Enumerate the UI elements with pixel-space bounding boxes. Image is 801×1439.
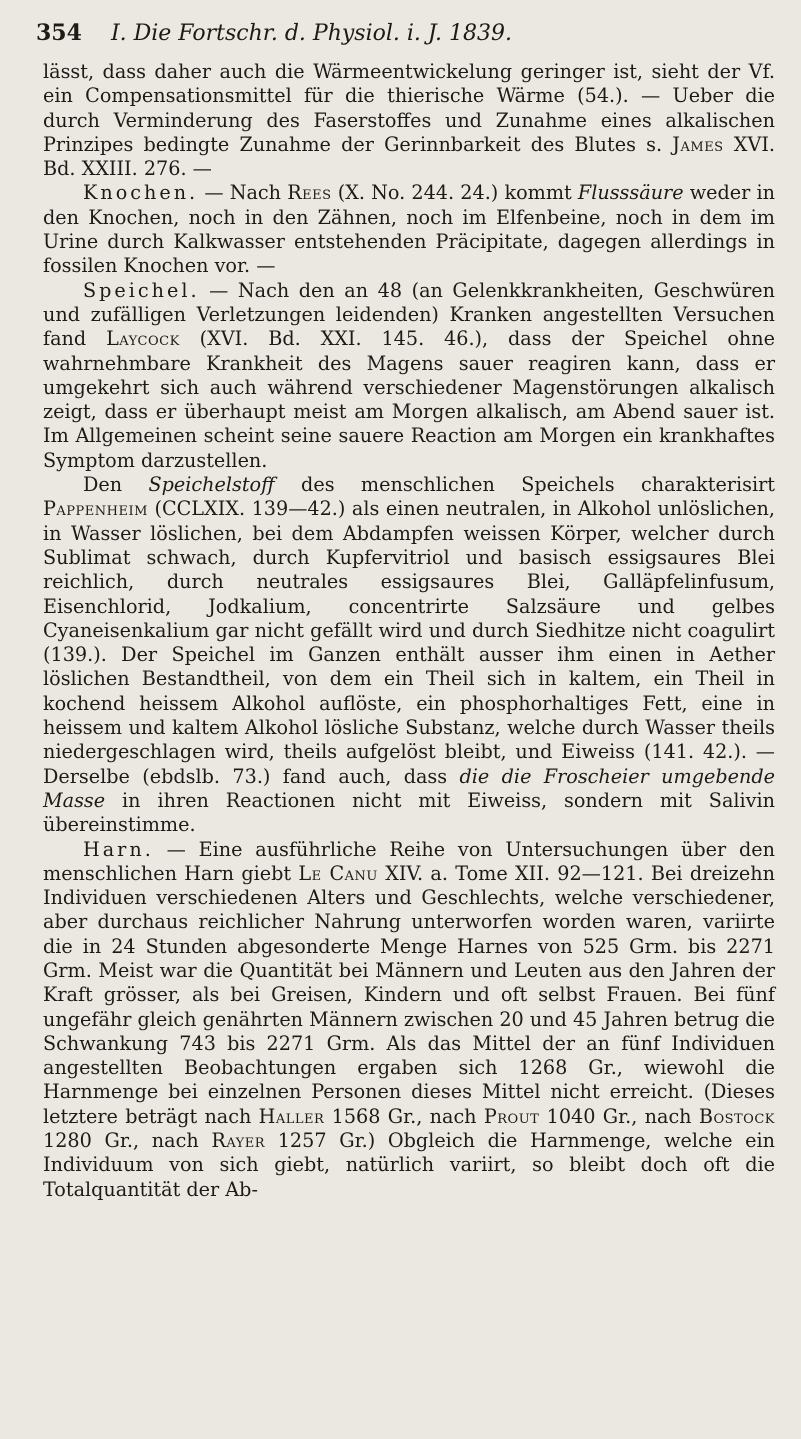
text-run: in ihren Reactionen nicht mit Eiweiss, sondern mit Salivin übereinstimme. [43,788,775,837]
text-run: 1257 Gr.) Obgleich die Harnmenge, welche ein Individuum von sich giebt, natürlich variirt, so bleibt doch oft die Totalquantität der Ab- [43,1129,775,1201]
paragraph-p2 [43,279,775,473]
text-run: — Eine ausführliche Reihe von Untersuchungen über den menschlichen Harn giebt [43,837,775,885]
text-run: (XVI. Bd. XXI. 145. 46.), dass der Speichel ohne wahrnehmbare Krankheit des Magens sauer reagiren kann, dass er umgekehrt sich auch während verschiedener Magenstörungen alkalisch zeigt, dass er überhaupt meist am Morgen alkalisch, am Abend sauer ist. Im Allgemeinen scheint seine sauere Reaction am Morgen ein krankhaftes Symptom darzustellen. [43,327,775,472]
text-run: (X. No. 244. 24.) kommt [331,181,578,205]
text-run: Pappenheim [43,497,148,521]
text-run: lässt, dass daher auch die Wärmeentwickelung geringer ist, sieht der Vf. ein Compensationsmittel für die thierische Wärme (54.). — Ueber die durch Verminderung des Faserstoffes und Zunahme eines alkalischen Prinzipes bedingte Zunahme der Gerinnbarkeit des Blutes s. [43,60,775,156]
text-run: Den [83,473,149,497]
text-run: — Nach den an 48 (an Gelenkkrankheiten, Geschwüren und zufälligen Verletzungen leidenden) Kranken angestellten Versuchen fand [43,278,775,351]
text-run: 1040 Gr., nach [539,1104,699,1128]
text-run: — Nach [198,181,288,205]
text-run: Flusssäure [577,181,684,205]
text-run: Bostock [698,1104,775,1128]
text-run: (CCLXIX. 139—42.) als einen neutralen, in Alkohol unlöslichen, in Wasser löslichen, bei dem Abdampfen weissen Körper, welcher durch Sublimat schwach, durch Kupfervitriol und basisch essigsaures Blei reichlich, durch neutrales essigsaures Blei, Galläpfelinfusum, Eisenchlorid, Jodkalium, concentrirte Salzsäure und gelbes Cyaneisenkalium gar nicht gefällt wird und durch Siedhitze nicht coagulirt (139.). Der Speichel im Ganzen enthält ausser ihm einen in Aether löslichen Bestandtheil, von dem ein Theil sich in kaltem, ein Theil in kochend heissem Alkohol auflöste, ein phosphorhaltiges Fett, eine in heissem und kaltem Alkohol lösliche Substanz, welche durch Wasser theils niedergeschlagen wird, theils aufgelöst bleibt, und Eiweiss (141. 42.). — Derselbe (ebdslb. 73.) fand auch, dass [43,497,775,788]
text-run: Rees [287,181,332,205]
text-run: Laycock [106,327,180,351]
text-run: Le Canu [298,861,378,885]
text-run: des menschlichen Speichels charakterisirt [274,473,775,497]
text-run: James [672,132,724,156]
paragraph-p3 [43,473,775,837]
paragraph-p4 [43,838,775,1202]
page-number: 354 [36,20,82,46]
text-run: 1280 Gr., nach [43,1129,212,1153]
text-run: XVI. Bd. XXIII. 276. — [43,132,775,181]
text-run: 1568 Gr., nach [324,1104,484,1128]
text-run: Haller [258,1104,325,1128]
running-title: I. Die Fortschr. d. Physiol. i. J. 1839. [110,21,512,46]
text-run: die die Froscheier umgebende Masse [43,764,775,812]
text-run: Prout [483,1104,540,1128]
text-run: weder in den Knochen, noch in den Zähnen, noch im Elfenbeine, noch in dem im Urine durch Kalkwasser entstehenden Präcipitate, dagegen allerdings in fossilen Knochen vor. — [43,181,775,278]
text-run: Harn. [83,837,154,861]
text-run: Knochen. [83,181,199,205]
body-text [43,60,775,1202]
paragraph-p1 [43,181,775,278]
running-header [36,20,756,46]
text-run: XIV. a. Tome XII. 92—121. Bei dreizehn Individuen verschiedenen Alters und Geschlechts, welche verschiedener, aber durchaus reichlicher Nahrung unterworfen worden waren, variirte die in 24 Stunden abgesonderte Menge Harnes von 525 Grm. bis 2271 Grm. Meist war die Quantität bei Männern und Leuten aus den Jahren der Kraft grösser, als bei Greisen, Kindern und oft selbst Frauen. Bei fünf ungefähr gleich genährten Männern zwischen 20 und 45 Jahren betrug die Schwankung 743 bis 2271 Grm. Als das Mittel der an fünf Individuen angestellten Beobachtungen ergaben sich 1268 Gr., wiewohl die Harnmenge bei einzelnen Personen dieses Mittel nicht erreicht. (Dieses letztere beträgt nach [43,861,775,1128]
text-run: Rayer [211,1129,266,1153]
paragraph-p0 [43,60,775,181]
text-run: Speichel. [83,278,200,302]
text-run: Speichelstoff [148,473,275,497]
